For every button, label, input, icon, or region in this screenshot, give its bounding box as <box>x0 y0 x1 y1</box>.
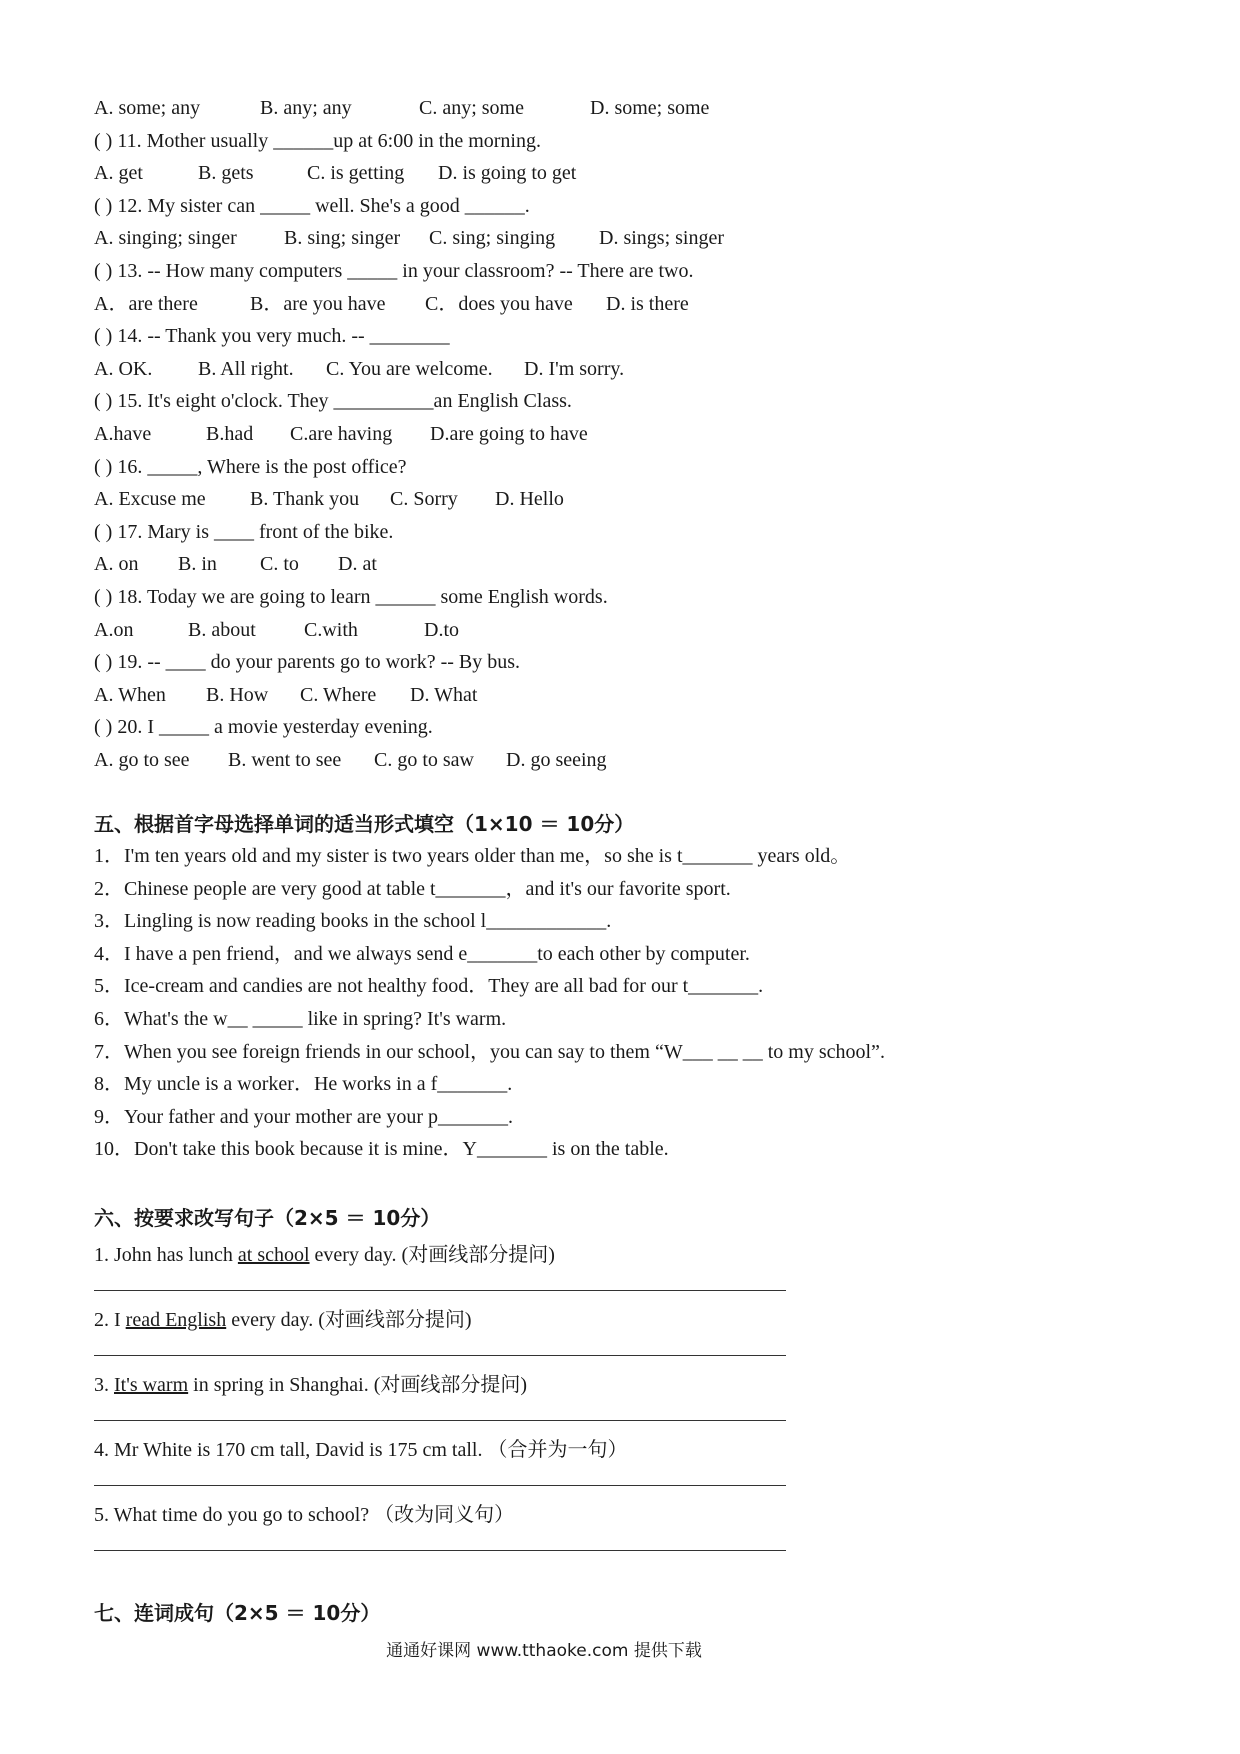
fill-in-item: 6．What's the w__ _____ like in spring? It's warm. <box>94 1007 507 1030</box>
answer-line <box>94 1420 786 1421</box>
fill-in-item: 8．My uncle is a worker．He works in a f_______. <box>94 1073 513 1096</box>
option-c: C.with <box>304 618 358 641</box>
option-c: C. Sorry <box>390 488 458 511</box>
option-a: A. Excuse me <box>94 488 206 511</box>
option-d: D. I'm sorry. <box>524 357 625 380</box>
question-stem: ( ) 19. -- ____ do your parents go to work? -- By bus. <box>94 651 521 674</box>
options-row-10 <box>94 92 1154 125</box>
option-b: B. went to see <box>228 748 342 771</box>
option-d: D. sings; singer <box>599 227 724 250</box>
question-stem: ( ) 17. Mary is ____ front of the bike. <box>94 520 394 543</box>
option-c: C. You are welcome. <box>326 357 493 380</box>
question-stem: ( ) 16. _____, Where is the post office? <box>94 455 407 478</box>
multiple-choice-section <box>94 92 1154 776</box>
options-row <box>94 483 1154 516</box>
option-d: D. at <box>338 553 377 576</box>
option-c: C．does you have <box>425 292 573 315</box>
options-row <box>94 744 1154 777</box>
prompt-instruction: every day. (对画线部分提问) <box>309 1244 555 1266</box>
option-a: A. singing; singer <box>94 227 237 250</box>
option-c: C. any; some <box>419 97 524 119</box>
section-7 <box>94 1597 1154 1629</box>
fill-in-item: 5．Ice-cream and candies are not healthy food．They are all bad for our t_______. <box>94 975 764 998</box>
prompt-text: 2. I <box>94 1309 126 1331</box>
options-row <box>94 614 1154 647</box>
options-row <box>94 548 1154 581</box>
option-b: B. How <box>206 683 269 706</box>
options-row <box>94 353 1154 386</box>
option-a: A. on <box>94 553 139 576</box>
option-c: C.are having <box>290 422 393 445</box>
option-a: A. go to see <box>94 748 190 771</box>
rewrite-item <box>94 1240 1154 1305</box>
prompt-text: 3. <box>94 1374 114 1396</box>
question-stem: ( ) 11. Mother usually ______up at 6:00 in the morning. <box>94 129 541 152</box>
question-stem: ( ) 14. -- Thank you very much. -- ________ <box>94 325 450 348</box>
option-b: B. gets <box>198 162 254 185</box>
rewrite-list <box>94 1240 1154 1565</box>
options-row <box>94 679 1154 712</box>
rewrite-prompt <box>94 1370 1154 1400</box>
option-b: B．are you have <box>250 292 386 315</box>
fill-in-item: 2．Chinese people are very good at table t_______，and it's our favorite sport. <box>94 877 731 900</box>
underlined-part: read English <box>125 1309 227 1331</box>
question-stem: ( ) 20. I _____ a movie yesterday evening. <box>94 716 433 739</box>
answer-line <box>94 1485 786 1486</box>
option-c: C. is getting <box>307 162 405 185</box>
fill-in-item: 9．Your father and your mother are your p_______. <box>94 1105 513 1128</box>
prompt-text: 1. John has lunch <box>94 1244 238 1266</box>
prompt-instruction: in spring in Shanghai. (对画线部分提问) <box>188 1374 528 1396</box>
prompt-text: 5. What time do you go to school? （改为同义句） <box>94 1504 515 1526</box>
rewrite-prompt <box>94 1240 1154 1270</box>
options-row <box>94 288 1154 321</box>
option-a: A. get <box>94 162 143 185</box>
answer-line <box>94 1290 786 1291</box>
footer <box>0 1636 1240 1661</box>
option-d: D. is going to get <box>438 162 577 185</box>
option-b: B. sing; singer <box>284 227 401 250</box>
rewrite-item <box>94 1435 1154 1500</box>
question-list <box>94 125 1154 777</box>
option-d: D. What <box>410 683 478 706</box>
question-stem: ( ) 18. Today we are going to learn ______ some English words. <box>94 585 608 608</box>
section-7-title: 七、连词成句（2×5 ＝ 10分） <box>94 1601 381 1625</box>
option-a: A.on <box>94 618 134 641</box>
answer-line <box>94 1550 786 1551</box>
section-5 <box>94 808 1154 1166</box>
option-d: D.are going to have <box>430 422 588 445</box>
question-stem: ( ) 12. My sister can _____ well. She's a good ______. <box>94 194 530 217</box>
option-b: B. about <box>188 618 256 641</box>
option-c: C. go to saw <box>374 748 474 771</box>
option-a: A. When <box>94 683 166 706</box>
rewrite-prompt <box>94 1500 1154 1530</box>
fill-in-item: 10．Don't take this book because it is mine．Y_______ is on the table. <box>94 1138 669 1161</box>
section-6-title: 六、按要求改写句子（2×5 ＝ 10分） <box>94 1206 441 1230</box>
prompt-instruction: every day. (对画线部分提问) <box>226 1309 472 1331</box>
option-c: C. to <box>260 553 299 576</box>
option-d: D. some; some <box>590 97 710 119</box>
fill-in-item: 1．I'm ten years old and my sister is two years older than me，so she is t_______ years old。 <box>94 845 851 867</box>
underlined-part: It's warm <box>114 1374 189 1396</box>
section-5-title: 五、根据首字母选择单词的适当形式填空（1×10 ＝ 10分） <box>94 812 635 836</box>
question-stem: ( ) 15. It's eight o'clock. They __________an English Class. <box>94 390 572 413</box>
rewrite-item <box>94 1370 1154 1435</box>
option-d: D. go seeing <box>506 748 607 771</box>
option-a: A.have <box>94 422 152 445</box>
question-stem: ( ) 13. -- How many computers _____ in your classroom? -- There are two. <box>94 259 694 282</box>
prompt-text: 4. Mr White is 170 cm tall, David is 175 cm tall. （合并为一句） <box>94 1439 628 1461</box>
options-row <box>94 418 1154 451</box>
option-b: B. in <box>178 553 217 576</box>
options-row <box>94 157 1154 190</box>
option-a: A. some; any <box>94 97 201 119</box>
rewrite-item <box>94 1500 1154 1565</box>
rewrite-prompt <box>94 1435 1154 1465</box>
option-d: D. Hello <box>495 488 564 511</box>
option-b: B. Thank you <box>250 488 360 511</box>
footer-text: 通通好课网 www.tthaoke.com 提供下载 <box>386 1641 702 1661</box>
underlined-part: at school <box>237 1244 310 1266</box>
option-c: C. sing; singing <box>429 227 556 250</box>
rewrite-prompt <box>94 1305 1154 1335</box>
option-c: C. Where <box>300 683 377 706</box>
option-b: B. any; any <box>260 97 352 119</box>
option-b: B. All right. <box>198 357 294 380</box>
option-a: A．are there <box>94 292 198 315</box>
option-d: D. is there <box>606 292 689 315</box>
answer-line <box>94 1355 786 1356</box>
fill-in-item: 3．Lingling is now reading books in the school l____________. <box>94 910 612 933</box>
option-d: D.to <box>424 618 459 641</box>
section-6 <box>94 1202 1154 1565</box>
options-row <box>94 222 1154 255</box>
rewrite-item <box>94 1305 1154 1370</box>
fill-in-item: 7．When you see foreign friends in our school，you can say to them “W___ __ __ to my school”. <box>94 1040 885 1063</box>
fill-in-list <box>94 840 1154 1166</box>
option-a: A. OK. <box>94 357 153 380</box>
fill-in-item: 4．I have a pen friend，and we always send e_______to each other by computer. <box>94 942 750 965</box>
option-b: B.had <box>206 422 254 445</box>
